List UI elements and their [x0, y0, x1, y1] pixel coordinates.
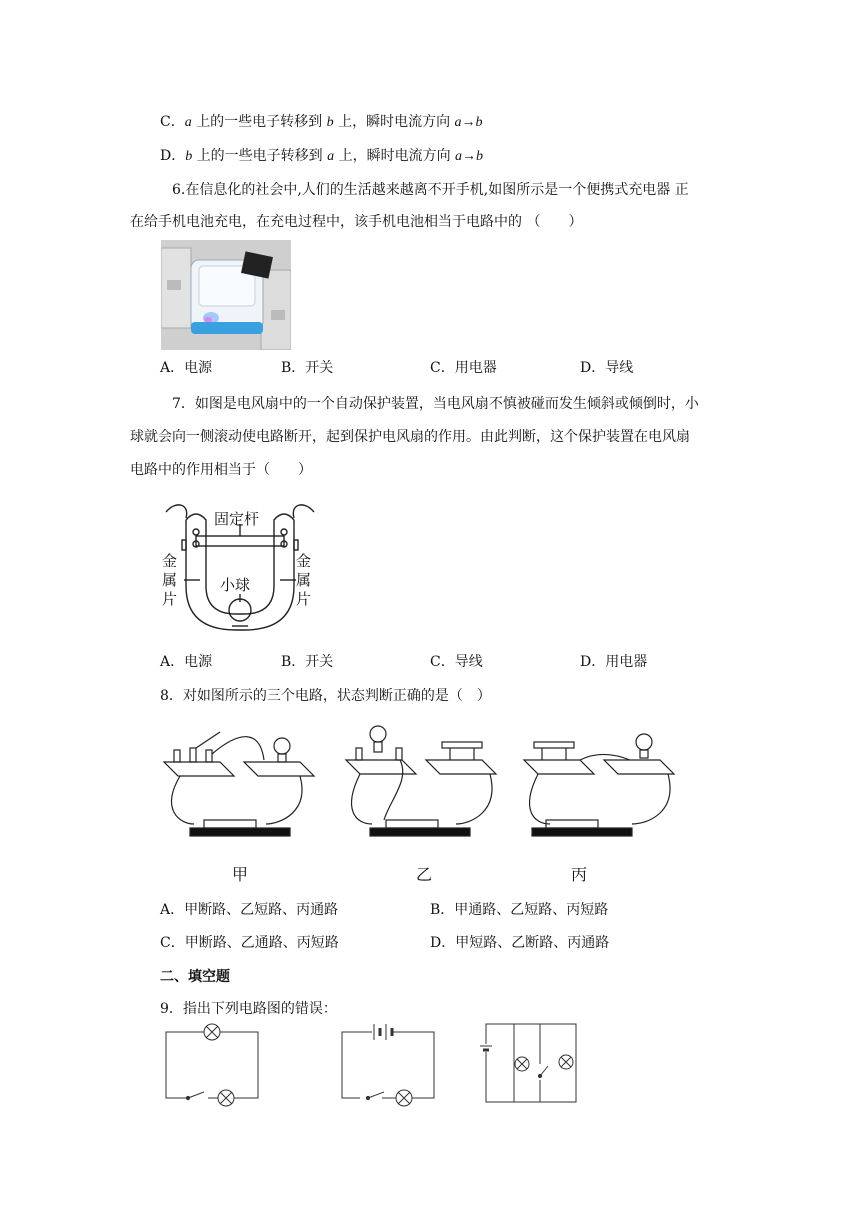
charger-photo: [161, 240, 291, 350]
section-heading: 二、填空题: [160, 969, 230, 985]
q8-stem: 8．对如图所示的三个电路，状态判断正确的是（ ）: [160, 688, 491, 704]
q6-option-b: B．开关: [281, 360, 334, 376]
circuit-label-bing: 丙: [571, 865, 588, 884]
q7-option-d: D．用电器: [580, 654, 648, 670]
q5-option-c: C．a 上的一些电子转移到 b 上，瞬时电流方向 a→b: [160, 114, 483, 130]
q9-circuit-diagrams: [160, 1020, 610, 1120]
q6-option-c: C．用电器: [430, 360, 497, 376]
q7-stem-line1: 7．如图是电风扇中的一个自动保护装置，当电风扇不慎被碰而发生倾斜或倾倒时，小: [172, 396, 699, 412]
q7-option-c: C．导线: [430, 654, 483, 670]
q7-stem-line3: 电路中的作用相当于（ ）: [130, 462, 312, 478]
metal-sheet-right-label: 金 属 片: [296, 552, 312, 608]
q7-stem-line2: 球就会向一侧滚动使电路断开，起到保护电风扇的作用。由此判断，这个保护装置在电风扇: [130, 429, 690, 445]
q6-option-a: A．电源: [160, 360, 213, 376]
q7-option-b: B．开关: [281, 654, 334, 670]
q8-option-a: A．甲断路、乙短路、丙通路: [160, 902, 339, 918]
metal-sheet-left-label: 金 属 片: [162, 552, 178, 608]
rod-label: 固定杆: [214, 510, 260, 528]
q8-option-d: D．甲短路、乙断路、丙通路: [430, 935, 610, 951]
circuit-label-jia: 甲: [232, 865, 249, 884]
q8-option-b: B．甲通路、乙短路、丙短路: [430, 902, 609, 918]
circuit-label-yi: 乙: [416, 865, 433, 884]
three-circuits-figure: [160, 720, 690, 884]
ball-label: 小球: [220, 576, 251, 594]
protection-device-figure: [160, 498, 320, 638]
q5-option-d: D．b 上的一些电子转移到 a 上，瞬时电流方向 a→b: [160, 148, 484, 164]
q7-option-a: A．电源: [160, 654, 213, 670]
q6-stem-line2: 在给手机电池充电，在充电过程中，该手机电池相当于电路中的 （ ）: [130, 214, 583, 230]
q6-option-d: D．导线: [580, 360, 634, 376]
q8-option-c: C．甲断路、乙通路、丙短路: [160, 935, 339, 951]
q9-stem: 9．指出下列电路图的错误：: [160, 1001, 337, 1017]
q6-stem-line1: 6.在信息化的社会中,人们的生活越来越离不开手机,如图所示是一个便携式充电器 正: [172, 182, 689, 198]
